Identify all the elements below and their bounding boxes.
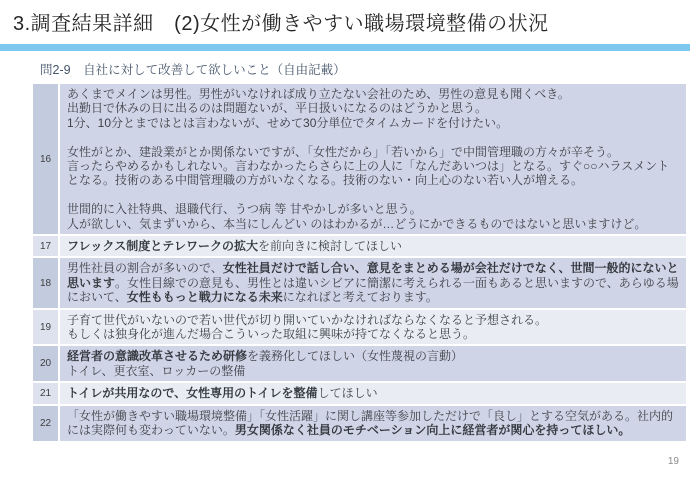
response-line: 男性社員の割合が多いので、女性社員だけで話し合い、意見をまとめる場が会社だけでなく、世間一般的にないと思います。女性目線での意見も、男性とは違いシビアに簡潔に考えられる一面もあると思いますので、あらゆる場において、女性ももっと戦力になる未来になればと考えております。 (67, 261, 679, 305)
response-line: もしくは独身化が進んだ場合こういった取組に興味が持てなくなると思う。 (67, 327, 476, 342)
row-number: 18 (33, 258, 60, 307)
response-line: 言ったらやめるかもしれない。言わなかったらさらに上の人に「なんだあいつは」となる。すぐ○○ハラスメントとなる。技術のある中間管理職の方がいなくなる。技術のない・向上心のない若い人が増える。 (67, 159, 670, 188)
response-line: 1分、10分とまではとは言わないが、せめて30分単位でタイムカードを付けたい。 (67, 115, 509, 130)
response-text-cell (60, 406, 686, 441)
row-number: 20 (33, 346, 60, 381)
response-text-cell (60, 346, 686, 381)
response-line (67, 188, 680, 202)
response-line: 女性がとか、建設業がとか関係ないですが、「女性だから」「若いから」で中間管理職の方々が辛そう。 (67, 144, 620, 159)
title-accent-bar (0, 44, 690, 51)
row-number: 19 (33, 310, 60, 345)
response-line: 「女性が働きやすい職場環境整備」「女性活躍」に関し講座等参加しただけで「良し」とする空気がある。社内的には実際何も変わっていない。男女関係なく社員のモチベーション向上に経営者が関心を持ってほしい。 (67, 408, 674, 438)
response-line: あくまでメインは男性。男性がいなければ成り立たない会社のため、男性の意見も聞くべき。 (67, 87, 570, 101)
row-number: 17 (33, 236, 60, 256)
page-number: 19 (667, 456, 679, 467)
response-line: トイレが共用なので、女性専用のトイレを整備してほしい (67, 386, 378, 401)
table-row (33, 310, 686, 347)
row-number: 16 (33, 84, 60, 234)
table-row (33, 258, 686, 309)
table-row (33, 383, 686, 405)
response-text-cell (60, 236, 686, 256)
response-line: 出勤日で休みの日に出るのは問題ないが、平日扱いになるのはどうかと思う。 (67, 101, 488, 116)
table-row (33, 406, 686, 443)
survey-responses-table (33, 84, 686, 443)
response-line: 子育て世代がいないので若い世代が切り開いていかなければならなくなると予想される。 (67, 312, 548, 327)
response-text-cell (60, 310, 686, 345)
response-text-cell (60, 258, 686, 307)
response-line: 人が欲しい、気まずいから、本当にしんどい のはわかるが…どうにかできるものではないと思いますけど。 (67, 216, 647, 231)
response-line: トイレ、更衣室、ロッカーの整備 (67, 363, 246, 378)
page-title: 3.調査結果詳細 (2)女性が働きやすい職場環境整備の状況 (13, 13, 549, 35)
response-text-cell (60, 383, 686, 403)
row-number: 21 (33, 383, 60, 403)
response-line: 世間的に入社特典、退職代行、うつ病 等 甘やかしが多いと思う。 (67, 202, 422, 217)
row-number: 22 (33, 406, 60, 441)
table-row (33, 346, 686, 383)
response-text-cell (60, 84, 686, 234)
response-line (67, 130, 680, 144)
question-subtitle: 問2-9 自社に対して改善して欲しいこと（自由記載） (40, 63, 346, 77)
table-row (33, 236, 686, 258)
table-row (33, 84, 686, 236)
response-line: 経営者の意識改革させるため研修を義務化してほしい（女性蔑視の言動） (67, 349, 464, 364)
response-line: フレックス制度とテレワークの拡大を前向きに検討してほしい (67, 239, 403, 254)
